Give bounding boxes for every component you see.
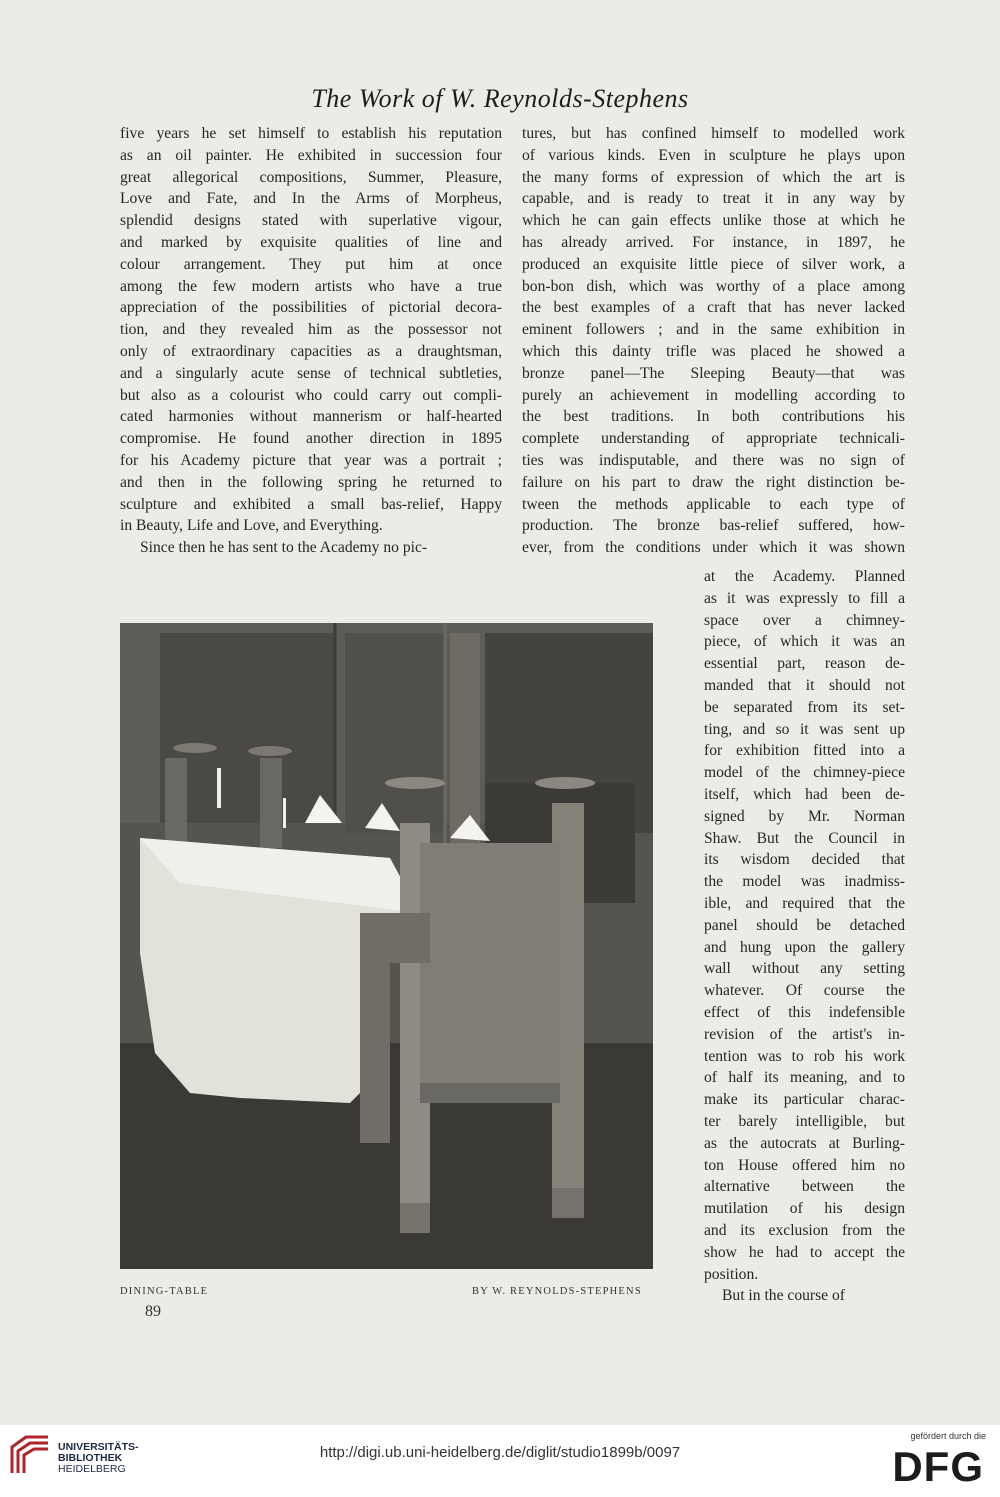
narrow-column-line: at the Academy. Planned [704,568,905,585]
right-column-line: bon-bon dish, which was worthy of a place among [522,277,905,295]
narrow-column-line: and hung upon the gallery [704,938,905,956]
left-column-line: only of extraordinary capacities as a draughtsman, [120,342,502,360]
right-column-line: produced an exquisite little piece of silver work, a [522,255,905,273]
left-column-line: as an oil painter. He exhibited in succession four [120,146,502,164]
narrow-column [704,566,905,1307]
dining-table-photo [120,623,653,1269]
left-column-line: colour arrangement. They put him at once [120,255,502,273]
left-column-line: compromise. He found another direction in 1895 [120,430,502,448]
left-column-line: and a singularly acute sense of technical subtleties, [120,364,502,382]
right-column-line: the best examples of a craft that has never lacked [522,299,905,317]
narrow-column-line: as it was expressly to fill a [704,589,905,607]
right-column-line: capable, and is ready to treat it in any way by [522,190,905,208]
right-column-line: purely an achievement in modelling according to [522,386,905,404]
left-column-line: and marked by exquisite qualities of line and [120,233,502,251]
narrow-column-line: make its particular charac- [704,1091,905,1109]
library-name-line-2: BIBLIOTHEK [58,1452,123,1464]
right-column-line: ties was indisputable, and there was no sign of [522,451,905,469]
narrow-column-line: piece, of which it was an [704,633,905,651]
library-name-line-3: HEIDELBERG [58,1463,126,1475]
funded-by-label: gefördert durch die [910,1431,986,1441]
right-column-line: tween the methods applicable to each type of [522,495,905,513]
narrow-column-line: ible, and required that the [704,894,905,912]
right-column-line: the best traditions. In both contributions his [522,408,905,426]
narrow-column-line: effect of this indefensible [704,1003,905,1021]
left-column-line: Since then he has sent to the Academy no pic- [140,539,428,557]
narrow-column-line: tention was to rob his work [704,1047,905,1065]
page-number: 89 [145,1303,161,1320]
narrow-column-line: and its exclusion from the [704,1221,905,1239]
left-column-line: in Beauty, Life and Love, and Everything. [120,517,383,535]
left-column-line: cated harmonies without mannerism or half-hearted [120,408,502,426]
narrow-column-line: itself, which had been de- [704,785,905,803]
left-column-line: appreciation of the possibilities of pictorial decora- [120,299,502,317]
left-column-line: sculpture and exhibited a small bas-relief, Happy [120,495,502,513]
narrow-column-line: ter barely intelligible, but [704,1112,905,1130]
narrow-column-line: manded that it should not [704,676,905,694]
dfg-logo: DFG [892,1443,984,1490]
narrow-column-line: ton House offered him no [704,1156,905,1174]
narrow-column-line: mutilation of his design [704,1200,905,1218]
narrow-column-line: space over a chimney- [704,611,905,629]
narrow-column-line: Shaw. But the Council in [704,829,905,847]
right-column-line: complete understanding of appropriate technicali- [522,430,905,448]
left-column-line: but also as a colourist who could carry out compli- [120,386,502,404]
right-column-line: failure on his part to draw the right distinction be- [522,473,905,491]
right-column-line: which he can gain effects unlike those at which he [522,212,905,230]
right-column-line: eminent followers ; and in the same exhibition in [522,321,905,339]
narrow-column-line: position. [704,1265,759,1283]
left-column-line: and then in the following spring he returned to [120,473,502,491]
narrow-column-line: whatever. Of course the [704,982,905,1000]
right-column-line: which this dainty trifle was placed he showed a [522,342,905,360]
narrow-column-line: revision of the artist's in- [704,1025,905,1043]
running-title: The Work of W. Reynolds-Stephens [311,84,689,113]
right-column-line: the many forms of expression of which the art is [522,168,905,186]
right-column-line: ever, from the conditions under which it was shown [522,539,905,557]
left-column-line: Love and Fate, and In the Arms of Morpheus, [120,190,502,208]
right-column-line: has already arrived. For instance, in 1897, he [522,233,905,251]
right-column [522,123,905,559]
narrow-column-line: its wisdom decided that [704,851,905,869]
narrow-column-line: panel should be detached [704,916,905,934]
narrow-column-line: for exhibition fitted into a [704,742,905,760]
left-column-line: splendid designs stated with superlative vigour, [120,212,502,230]
narrow-column-line: alternative between the [704,1178,905,1196]
left-column-line: five years he set himself to establish his reputation [120,125,502,142]
narrow-column-line: wall without any setting [704,960,905,978]
right-column-line: production. The bronze bas-relief suffered, how- [522,517,905,535]
source-url-link[interactable]: http://digi.ub.uni-heidelberg.de/diglit/studio1899b/0097 [319,1444,681,1461]
caption-title: DINING-TABLE [120,1286,209,1297]
caption-credit: BY W. REYNOLDS-STEPHENS [472,1286,642,1297]
narrow-column-line: But in the course of [722,1287,845,1305]
library-name-line-1: UNIVERSITÄTS- [58,1441,139,1453]
left-column-line: among the few modern artists who have a true [120,277,502,295]
narrow-column-line: be separated from its set- [704,698,905,716]
digitization-footer [0,1425,1000,1497]
left-column-line: great allegorical compositions, Summer, Pleasure, [120,168,502,186]
right-column-line: of various kinds. Even in sculpture he plays upon [522,146,905,164]
left-column-line: for his Academy picture that year was a portrait ; [120,451,502,469]
right-column-line: tures, but has confined himself to modelled work [522,125,905,142]
narrow-column-line: the model was inadmiss- [704,873,905,891]
right-column-line: bronze panel—The Sleeping Beauty—that was [522,364,905,382]
narrow-column-line: model of the chimney-piece [704,764,905,782]
left-column [120,123,502,559]
narrow-column-line: of half its meaning, and to [704,1069,905,1087]
narrow-column-line: show he had to accept the [704,1243,905,1261]
narrow-column-line: ting, and so it was sent up [704,720,905,738]
narrow-column-line: essential part, reason de- [704,655,905,673]
left-column-line: tion, and they revealed him as the possessor not [120,321,502,339]
narrow-column-line: as the autocrats at Burling- [704,1134,905,1152]
narrow-column-line: signed by Mr. Norman [704,807,905,825]
